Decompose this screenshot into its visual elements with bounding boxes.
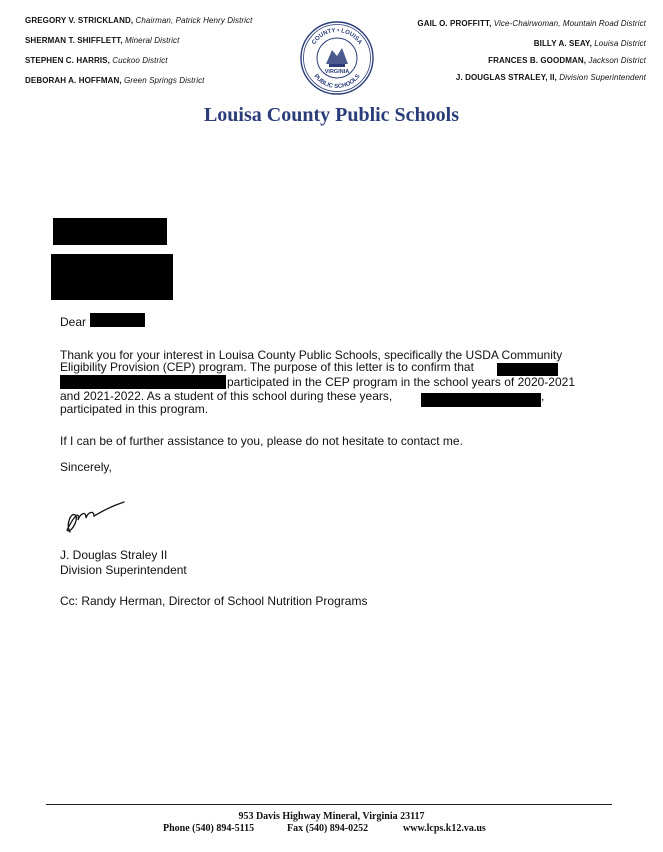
redacted-block [53, 218, 167, 245]
redacted-block [90, 313, 145, 327]
svg-text:COUNTY • LOUISA: COUNTY • LOUISA [311, 27, 363, 46]
board-member: GREGORY V. STRICKLAND, Chairman, Patrick Henry District [25, 16, 253, 25]
signature [62, 500, 128, 538]
board-member: STEPHEN C. HARRIS, Cuckoo District [25, 56, 168, 65]
redacted-block [60, 375, 226, 389]
paragraph-line: participated in the CEP program in the school years of 2020-2021 [227, 375, 575, 389]
paragraph-line: , [541, 389, 545, 403]
board-right [417, 19, 646, 90]
svg-text:PUBLIC SCHOOLS: PUBLIC SCHOOLS [312, 73, 362, 91]
salutation: Dear [60, 315, 87, 329]
footer-web: www.lcps.k12.va.us [403, 823, 486, 834]
footer-rule [46, 804, 612, 805]
footer-fax: Fax (540) 894-0252 [287, 823, 369, 834]
board-member: J. DOUGLAS STRALEY, II, Division Superintendent [455, 73, 646, 82]
signer-name: J. Douglas Straley II [60, 548, 168, 562]
paragraph-line: Thank you for your interest in Louisa County Public Schools, specifically the USDA Community [60, 348, 563, 362]
signer-title: Division Superintendent [60, 563, 187, 577]
board-member: SHERMAN T. SHIFFLETT, Mineral District [25, 36, 180, 45]
board-left [25, 16, 253, 96]
board-member: GAIL O. PROFFITT, Vice-Chairwoman, Mountain Road District [417, 19, 646, 28]
paragraph-line: and 2021-2022. As a student of this school during these years, [60, 389, 393, 403]
board-member: DEBORAH A. HOFFMAN, Green Springs District [25, 76, 205, 85]
footer-phone: Phone (540) 894-5115 [163, 823, 255, 834]
footer-address: 953 Davis Highway Mineral, Virginia 23117 [238, 811, 425, 822]
board-member: BILLY A. SEAY, Louisa District [533, 39, 646, 48]
paragraph-line: participated in this program. [60, 402, 209, 416]
cc-line: Cc: Randy Herman, Director of School Nutrition Programs [60, 594, 368, 608]
closing: Sincerely, [60, 460, 112, 474]
paragraph-line: Eligibility Provision (CEP) program. The purpose of this letter is to confirm that [60, 360, 474, 374]
redacted-block [51, 254, 173, 300]
svg-text:VIRGINIA: VIRGINIA [324, 69, 350, 75]
redacted-block [421, 393, 541, 407]
paragraph-line: If I can be of further assistance to you, please do not hesitate to contact me. [60, 434, 463, 448]
board-member: FRANCES B. GOODMAN, Jackson District [488, 56, 646, 65]
district-title: Louisa County Public Schools [203, 104, 460, 126]
county-seal-logo [299, 20, 375, 96]
